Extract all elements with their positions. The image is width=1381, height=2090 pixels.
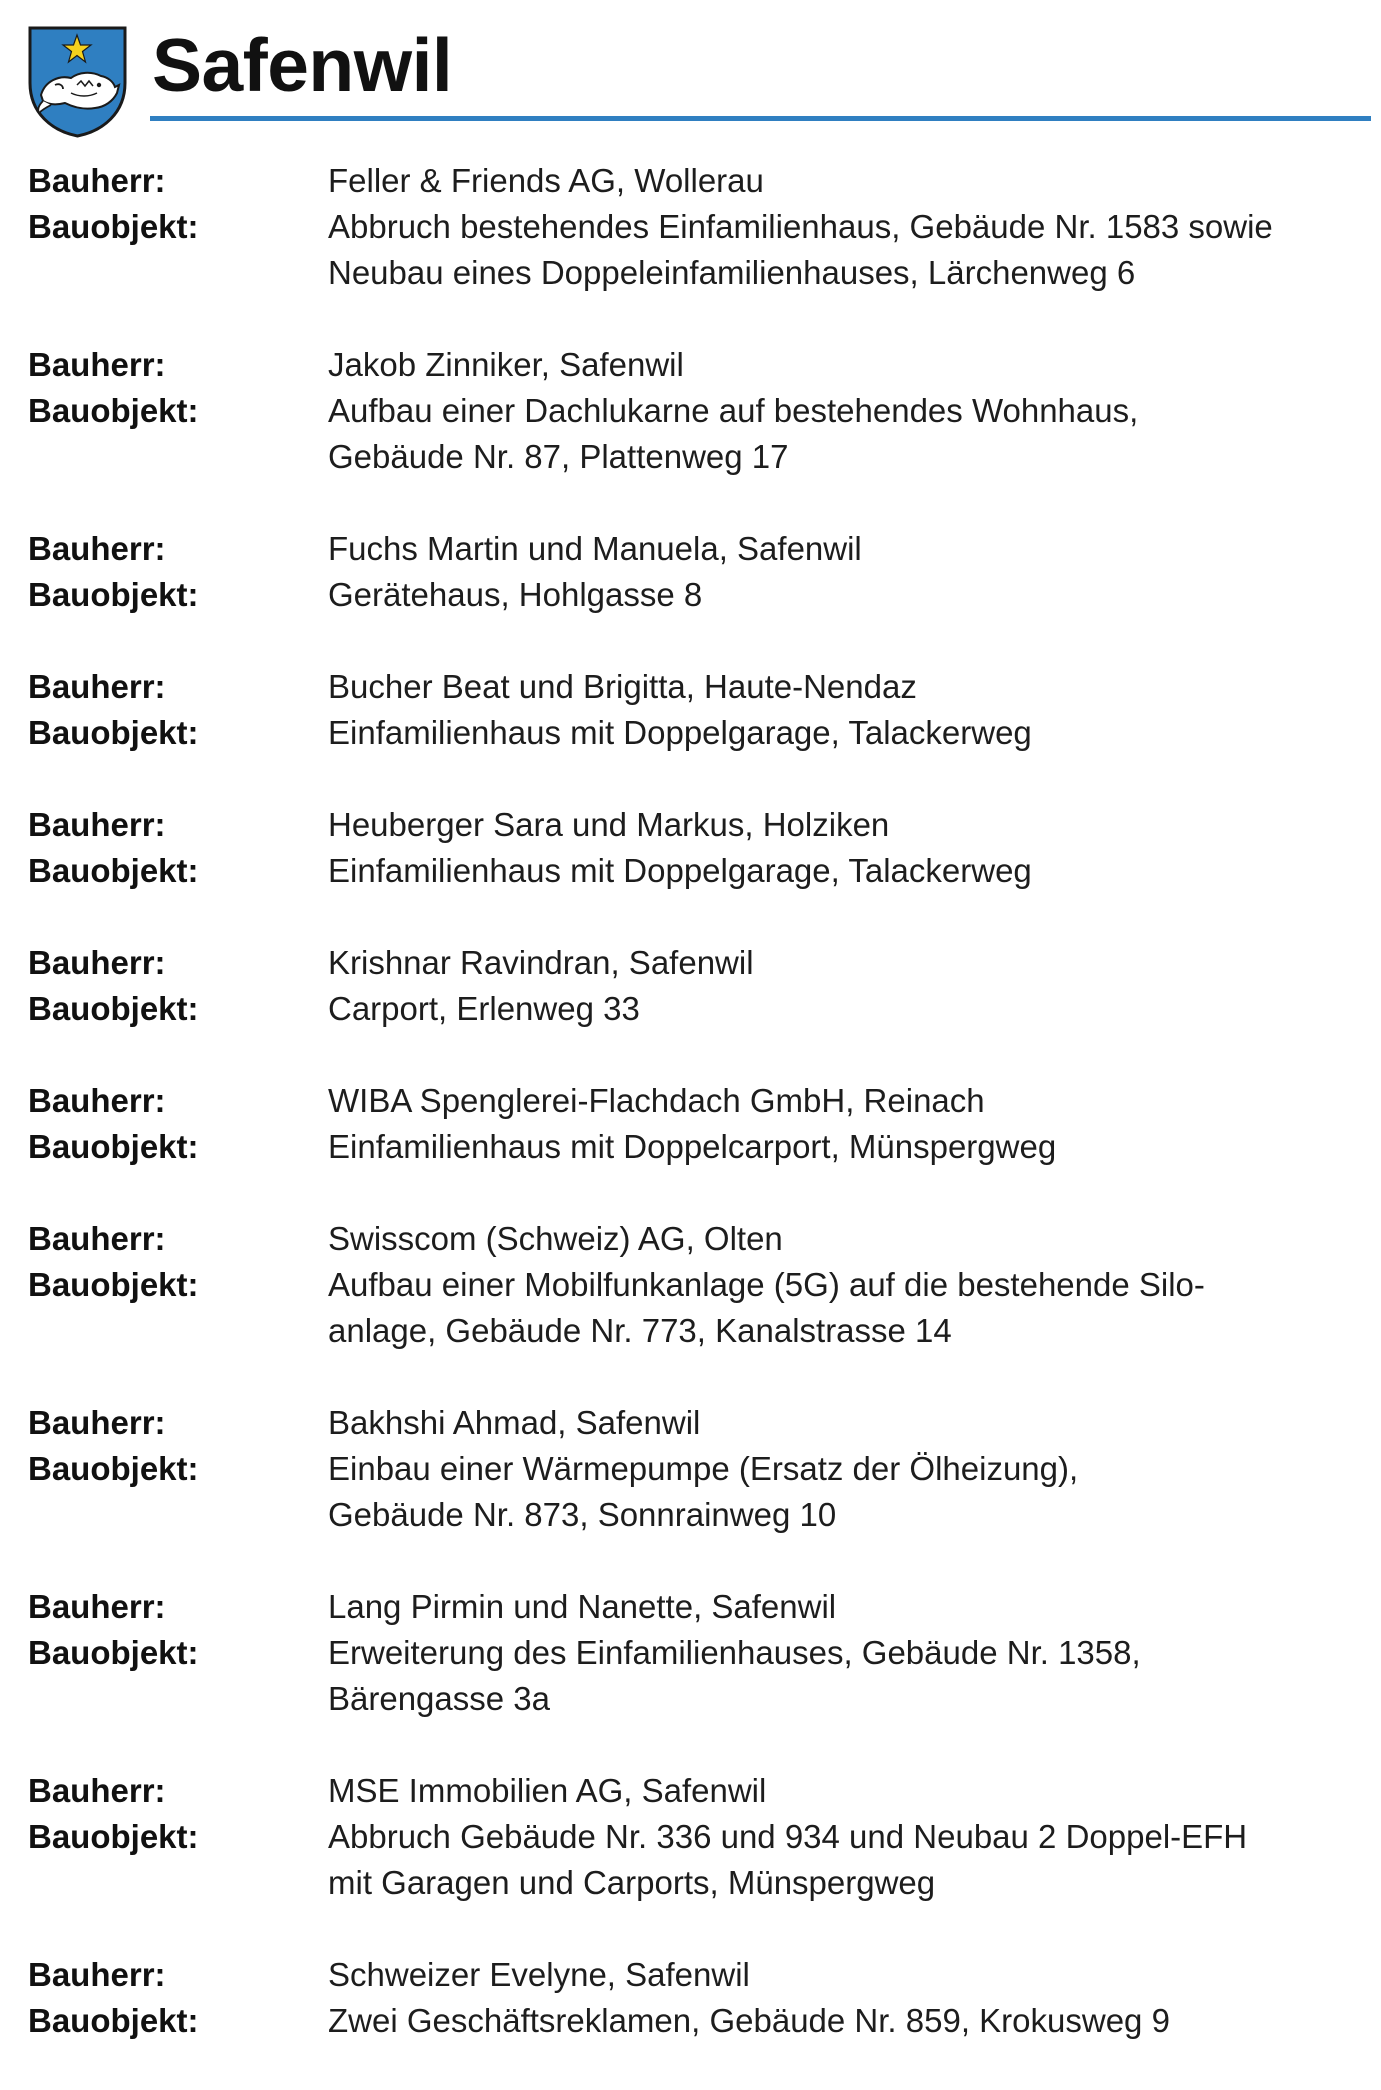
bauobjekt-label: Bauobjekt: — [28, 1128, 199, 1165]
bauobjekt-label: Bauobjekt: — [28, 1634, 199, 1671]
bauherr-value: Swisscom (Schweiz) AG, Olten — [328, 1220, 783, 1257]
bauobjekt-line: Neubau eines Doppeleinfamilienhauses, Lärchenweg 6 — [328, 254, 1136, 291]
label-spacer — [0, 434, 328, 480]
bauobjekt-line: Erweiterung des Einfamilienhauses, Gebäude Nr. 1358, — [328, 1634, 1141, 1671]
bauobjekt-label: Bauobjekt: — [28, 714, 199, 751]
permit-entry — [0, 342, 1381, 480]
bauobjekt-label: Bauobjekt: — [28, 1818, 199, 1855]
label-spacer — [0, 1676, 328, 1722]
bauherr-label: Bauherr: — [28, 162, 166, 199]
bauherr-value: MSE Immobilien AG, Safenwil — [328, 1772, 767, 1809]
bauobjekt-label: Bauobjekt: — [28, 1266, 199, 1303]
bauobjekt-line: Gerätehaus, Hohlgasse 8 — [328, 576, 703, 613]
bauherr-value: Jakob Zinniker, Safenwil — [328, 346, 684, 383]
label-spacer — [0, 1860, 328, 1906]
bauherr-value: Feller & Friends AG, Wollerau — [328, 162, 764, 199]
bauherr-label: Bauherr: — [28, 1220, 166, 1257]
label-spacer — [0, 250, 328, 296]
bauherr-label: Bauherr: — [28, 346, 166, 383]
bauherr-label: Bauherr: — [28, 668, 166, 705]
bauherr-label: Bauherr: — [28, 1588, 166, 1625]
safenwil-coat-of-arms-icon — [27, 25, 128, 138]
bauobjekt-label: Bauobjekt: — [28, 852, 199, 889]
bauobjekt-label: Bauobjekt: — [28, 576, 199, 613]
bauobjekt-line: Abbruch Gebäude Nr. 336 und 934 und Neubau 2 Doppel-EFH — [328, 1818, 1248, 1855]
bauherr-value: Bakhshi Ahmad, Safenwil — [328, 1404, 701, 1441]
permit-entry — [0, 664, 1381, 756]
bauobjekt-label: Bauobjekt: — [28, 1450, 199, 1487]
bauobjekt-line: Einfamilienhaus mit Doppelcarport, Münspergweg — [328, 1128, 1057, 1165]
permit-entry — [0, 1768, 1381, 1906]
bauherr-label: Bauherr: — [28, 530, 166, 567]
bauherr-value: Fuchs Martin und Manuela, Safenwil — [328, 530, 862, 567]
bauherr-value: Heuberger Sara und Markus, Holziken — [328, 806, 890, 843]
bauherr-value: Krishnar Ravindran, Safenwil — [328, 944, 754, 981]
permit-entry — [0, 1078, 1381, 1170]
bauobjekt-line: Abbruch bestehendes Einfamilienhaus, Gebäude Nr. 1583 sowie — [328, 208, 1273, 245]
bauobjekt-line: Aufbau einer Mobilfunkanlage (5G) auf die bestehende Silo- — [328, 1266, 1205, 1303]
permit-list — [0, 158, 1381, 2090]
bauherr-label: Bauherr: — [28, 806, 166, 843]
bauherr-label: Bauherr: — [28, 1082, 166, 1119]
bauobjekt-line: Carport, Erlenweg 33 — [328, 990, 640, 1027]
bauherr-label: Bauherr: — [28, 1772, 166, 1809]
permit-entry — [0, 1400, 1381, 1538]
bauherr-label: Bauherr: — [28, 1956, 166, 1993]
bauobjekt-line: Bärengasse 3a — [328, 1680, 550, 1717]
permit-entry — [0, 1584, 1381, 1722]
title-underline — [150, 116, 1371, 121]
bauobjekt-line: Einbau einer Wärmepumpe (Ersatz der Ölheizung), — [328, 1450, 1079, 1487]
bauherr-value: WIBA Spenglerei-Flachdach GmbH, Reinach — [328, 1082, 985, 1119]
bauobjekt-line: Einfamilienhaus mit Doppelgarage, Talackerweg — [328, 852, 1032, 889]
bauobjekt-label: Bauobjekt: — [28, 208, 199, 245]
bauobjekt-line: Einfamilienhaus mit Doppelgarage, Talackerweg — [328, 714, 1032, 751]
permit-entry — [0, 940, 1381, 1032]
bauherr-value: Lang Pirmin und Nanette, Safenwil — [328, 1588, 837, 1625]
label-spacer — [0, 1492, 328, 1538]
label-spacer — [0, 1308, 328, 1354]
bauherr-label: Bauherr: — [28, 944, 166, 981]
bauobjekt-line: Gebäude Nr. 87, Plattenweg 17 — [328, 438, 789, 475]
bauobjekt-line: anlage, Gebäude Nr. 773, Kanalstrasse 14 — [328, 1312, 952, 1349]
bauherr-value: Schweizer Evelyne, Safenwil — [328, 1956, 750, 1993]
bauherr-label: Bauherr: — [28, 1404, 166, 1441]
bauobjekt-line: mit Garagen und Carports, Münspergweg — [328, 1864, 936, 1901]
bauherr-value: Bucher Beat und Brigitta, Haute-Nendaz — [328, 668, 917, 705]
bauobjekt-line: Zwei Geschäftsreklamen, Gebäude Nr. 859, Krokusweg 9 — [328, 2002, 1170, 2039]
permit-entry — [0, 1952, 1381, 2044]
permit-entry — [0, 1216, 1381, 1354]
bauobjekt-label: Bauobjekt: — [28, 990, 199, 1027]
permit-entry — [0, 158, 1381, 296]
bauobjekt-line: Gebäude Nr. 873, Sonnrainweg 10 — [328, 1496, 837, 1533]
bauobjekt-label: Bauobjekt: — [28, 2002, 199, 2039]
page-header — [0, 0, 1381, 150]
permit-entry — [0, 802, 1381, 894]
bauobjekt-label: Bauobjekt: — [28, 392, 199, 429]
page-title: Safenwil — [152, 23, 453, 107]
bauobjekt-line: Aufbau einer Dachlukarne auf bestehendes Wohnhaus, — [328, 392, 1139, 429]
permit-entry — [0, 526, 1381, 618]
